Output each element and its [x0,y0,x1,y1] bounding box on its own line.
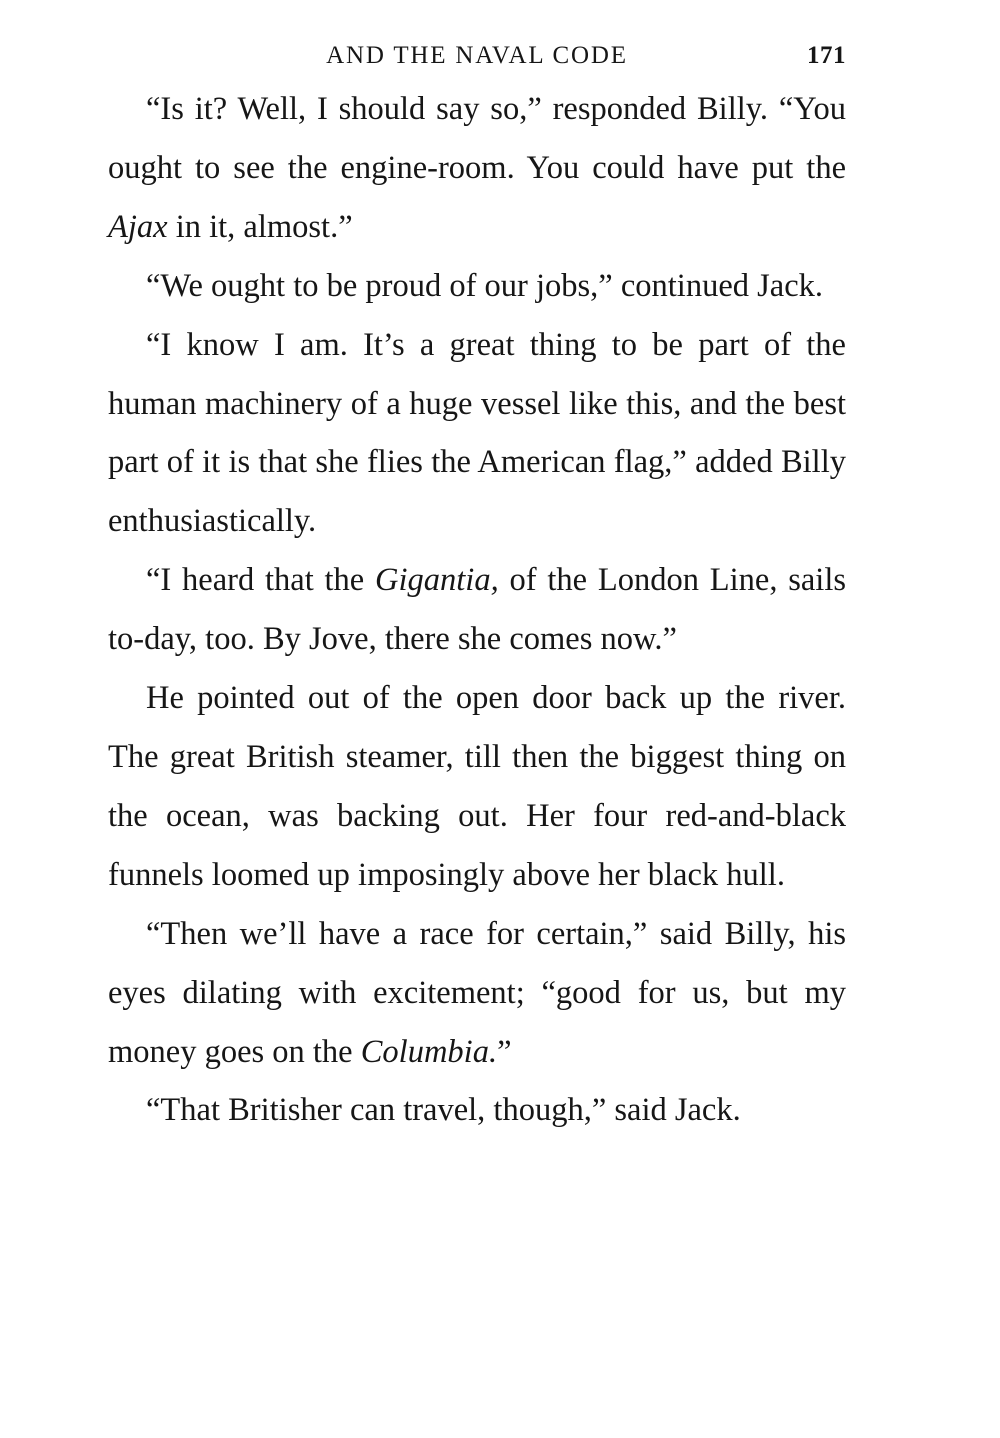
text-segment: “We ought to be proud of our jobs,” continued Jack. [146,267,824,304]
text-segment: ” [497,1033,512,1070]
text-segment: “Then we’ll have a race for certain,” said Billy, his eyes dilating with excitement; “good for us, but my money goes on the [108,915,846,1070]
text-segment: of the London Line, sails to-day, too. By Jove, there she comes now.” [108,562,847,658]
paragraph [108,669,846,905]
ship-name-columbia: Columbia. [360,1033,498,1070]
text-segment: “Is it? Well, I should say so,” responded Billy. “You ought to see the engine-room. You could have put the [108,91,846,186]
paragraph [108,316,846,552]
text-segment: in it, almost.” [167,208,353,245]
running-header [108,36,846,80]
text-segment: “I heard that the [146,562,376,599]
page-number: 171 [807,42,846,69]
text-segment: “That Britisher can travel, though,” said Jack. [146,1092,741,1129]
book-page [108,36,846,1140]
paragraph [108,80,846,257]
ship-name-ajax: Ajax [108,208,168,245]
paragraph [108,905,846,1082]
paragraph [108,257,846,316]
running-title: AND THE NAVAL CODE [326,42,628,69]
text-segment: “I know I am. It’s a great thing to be part of the human machinery of a huge vessel like this, and the best part of it is that she flies the American flag,” added Billy enthusiastically. [108,326,846,540]
paragraph [108,1081,846,1140]
paragraph [108,551,846,669]
ship-name-gigantia: Gigantia, [375,562,499,599]
text-segment: He pointed out of the open door back up the river. The great British steamer, till then the biggest thing on the ocean, was backing out. Her four red-and-black funnels loomed up imposingly above her black hull. [108,680,846,893]
body-text [108,80,846,1140]
